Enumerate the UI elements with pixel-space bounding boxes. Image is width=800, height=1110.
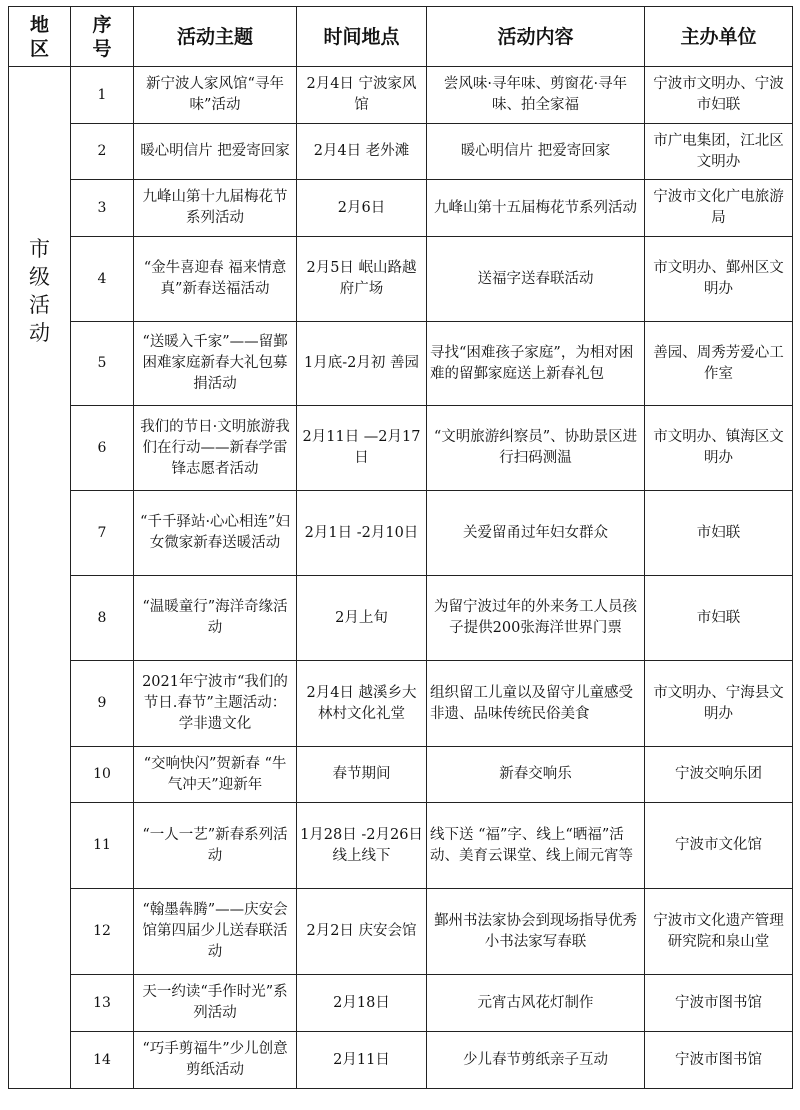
- row-time: 2月4日 越溪乡大林村文化礼堂: [297, 661, 427, 747]
- row-number: 14: [71, 1032, 134, 1089]
- row-time: 2月上旬: [297, 576, 427, 661]
- row-theme: 我们的节日·文明旅游我们在行动——新春学雷锋志愿者活动: [134, 406, 297, 491]
- header-time: 时间地点: [297, 7, 427, 67]
- row-org: 宁波市文明办、宁波市妇联: [645, 67, 793, 124]
- row-number: 10: [71, 747, 134, 803]
- row-org: 宁波交响乐团: [645, 747, 793, 803]
- header-org: 主办单位: [645, 7, 793, 67]
- row-number: 9: [71, 661, 134, 747]
- row-org: 市广电集团，江北区文明办: [645, 124, 793, 180]
- row-org: 市文明办、宁海县文明办: [645, 661, 793, 747]
- row-theme: “翰墨犇腾”——庆安会馆第四届少儿送春联活动: [134, 889, 297, 975]
- table-row: [9, 237, 793, 322]
- row-theme: 2021年宁波市“我们的节日.春节”主题活动：学非遗文化: [134, 661, 297, 747]
- row-content: 送福字送春联活动: [427, 237, 645, 322]
- row-org: 市妇联: [645, 576, 793, 661]
- row-number: 1: [71, 67, 134, 124]
- row-content: 暖心明信片 把爱寄回家: [427, 124, 645, 180]
- row-content: 线下送 “福”字、线上“晒福”活动、美育云课堂、线上闹元宵等: [427, 803, 645, 889]
- row-time: 2月1日 -2月10日: [297, 491, 427, 576]
- row-time: 1月28日 -2月26日 线上线下: [297, 803, 427, 889]
- row-number: 7: [71, 491, 134, 576]
- row-number: 3: [71, 180, 134, 237]
- row-number: 5: [71, 322, 134, 406]
- row-theme: “温暖童行”海洋奇缘活动: [134, 576, 297, 661]
- header-region: 地区: [9, 7, 71, 67]
- table-row: [9, 661, 793, 747]
- table-row: [9, 1032, 793, 1089]
- row-org: 宁波市图书馆: [645, 1032, 793, 1089]
- row-theme: “一人一艺”新春系列活动: [134, 803, 297, 889]
- row-theme: “送暖入千家”——留鄞困难家庭新春大礼包募捐活动: [134, 322, 297, 406]
- table-row: [9, 124, 793, 180]
- row-time: 2月4日 老外滩: [297, 124, 427, 180]
- table-row: [9, 803, 793, 889]
- table-row: [9, 975, 793, 1032]
- table-row: [9, 322, 793, 406]
- row-number: 8: [71, 576, 134, 661]
- row-time: 2月11日: [297, 1032, 427, 1089]
- row-content: 少儿春节剪纸亲子互动: [427, 1032, 645, 1089]
- row-number: 6: [71, 406, 134, 491]
- row-org: 市文明办、镇海区文明办: [645, 406, 793, 491]
- row-theme: “交响快闪”贺新春 “牛气冲天”迎新年: [134, 747, 297, 803]
- row-time: 春节期间: [297, 747, 427, 803]
- row-org: 宁波市文化馆: [645, 803, 793, 889]
- table-row: [9, 747, 793, 803]
- row-org: 市文明办、鄞州区文明办: [645, 237, 793, 322]
- row-number: 13: [71, 975, 134, 1032]
- row-org: 善园、周秀芳爱心工作室: [645, 322, 793, 406]
- row-time: 2月5日 岷山路越府广场: [297, 237, 427, 322]
- row-content: 组织留工儿童以及留守儿童感受非遗、品味传统民俗美食: [427, 661, 645, 747]
- row-theme: “金牛喜迎春 福来情意真”新春送福活动: [134, 237, 297, 322]
- row-content: 鄞州书法家协会到现场指导优秀小书法家写春联: [427, 889, 645, 975]
- row-number: 12: [71, 889, 134, 975]
- row-time: 1月底-2月初 善园: [297, 322, 427, 406]
- table-row: [9, 406, 793, 491]
- row-number: 4: [71, 237, 134, 322]
- table-row: [9, 67, 793, 124]
- row-org: 市妇联: [645, 491, 793, 576]
- row-time: 2月4日 宁波家风馆: [297, 67, 427, 124]
- table-row: [9, 180, 793, 237]
- row-content: 为留宁波过年的外来务工人员孩子提供200张海洋世界门票: [427, 576, 645, 661]
- row-theme: 九峰山第十九届梅花节系列活动: [134, 180, 297, 237]
- row-content: 关爱留甬过年妇女群众: [427, 491, 645, 576]
- table-row: [9, 576, 793, 661]
- row-theme: 天一约读“手作时光”系列活动: [134, 975, 297, 1032]
- row-org: 宁波市图书馆: [645, 975, 793, 1032]
- table-row: [9, 889, 793, 975]
- row-theme: “千千驿站·心心相连”妇女微家新春送暖活动: [134, 491, 297, 576]
- region-cell: 市级活动: [9, 67, 71, 1089]
- row-time: 2月6日: [297, 180, 427, 237]
- row-time: 2月18日: [297, 975, 427, 1032]
- row-content: 新春交响乐: [427, 747, 645, 803]
- row-time: 2月2日 庆安会馆: [297, 889, 427, 975]
- row-org: 宁波市文化广电旅游局: [645, 180, 793, 237]
- row-number: 11: [71, 803, 134, 889]
- row-content: 九峰山第十五届梅花节系列活动: [427, 180, 645, 237]
- row-theme: 暖心明信片 把爱寄回家: [134, 124, 297, 180]
- activity-table: [8, 6, 793, 1089]
- row-number: 2: [71, 124, 134, 180]
- header-row: [9, 7, 793, 67]
- header-theme: 活动主题: [134, 7, 297, 67]
- row-theme: “巧手剪福牛”少儿创意剪纸活动: [134, 1032, 297, 1089]
- row-org: 宁波市文化遗产管理研究院和泉山堂: [645, 889, 793, 975]
- header-seq: 序号: [71, 7, 134, 67]
- row-content: 寻找“困难孩子家庭”，为相对困难的留鄞家庭送上新春礼包: [427, 322, 645, 406]
- row-time: 2月11日 —2月17日: [297, 406, 427, 491]
- row-content: “文明旅游纠察员”、协助景区进行扫码测温: [427, 406, 645, 491]
- row-content: 元宵古风花灯制作: [427, 975, 645, 1032]
- header-content: 活动内容: [427, 7, 645, 67]
- table-row: [9, 491, 793, 576]
- row-theme: 新宁波人家风馆“寻年味”活动: [134, 67, 297, 124]
- row-content: 尝风味·寻年味、剪窗花·寻年味、拍全家福: [427, 67, 645, 124]
